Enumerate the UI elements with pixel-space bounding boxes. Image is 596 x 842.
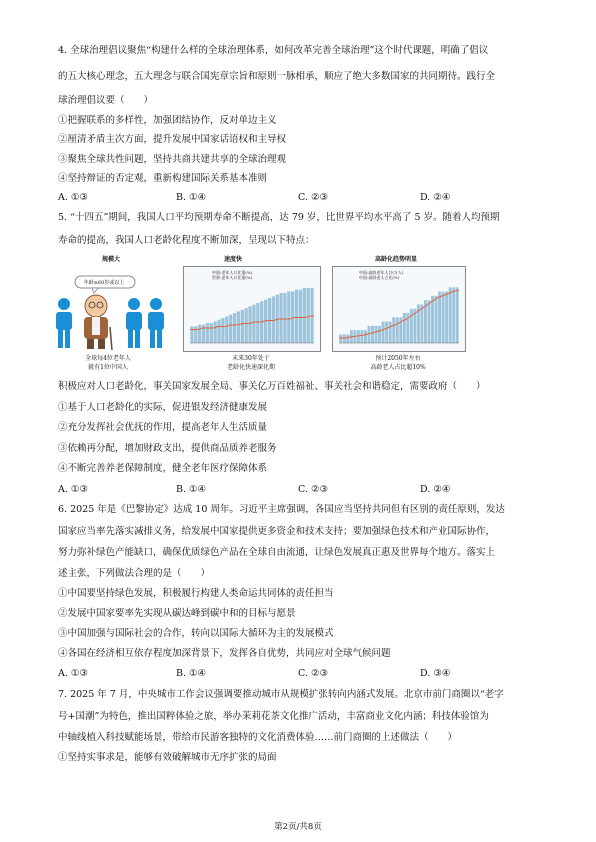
chart-speed-bar bbox=[194, 326, 197, 343]
chart-oldest-old-bar bbox=[364, 330, 367, 343]
q5-after-line: 积极应对人口老龄化，事关国家发展全局、事关亿万百姓福祉、事关社会和谐稳定，需要政府（ ） bbox=[58, 381, 486, 392]
chart-oldest-old-bar bbox=[442, 292, 445, 343]
chart-oldest-old-bar bbox=[420, 304, 423, 343]
chart-speed-bar bbox=[221, 318, 224, 343]
chart-speed-bar bbox=[210, 323, 213, 343]
panel2-title: 速度快 bbox=[223, 256, 242, 263]
chart-oldest-old-bar bbox=[410, 309, 413, 343]
q6-option-c[interactable]: C. ②③ bbox=[298, 668, 329, 679]
chart-speed-bar bbox=[198, 325, 201, 343]
chart-speed-bar bbox=[190, 326, 193, 343]
chart-speed-bar bbox=[241, 310, 244, 343]
aging-figure bbox=[48, 252, 468, 372]
q4-choice-3: ③聚焦全球共性问题，坚持共商共建共享的全球治理观 bbox=[58, 154, 287, 165]
q6-option-d[interactable]: D. ③④ bbox=[420, 668, 451, 679]
chart-oldest-old-bar bbox=[403, 313, 406, 343]
q5-choice-1: ①基于人口老龄化的实际，促进银发经济健康发展 bbox=[58, 402, 268, 413]
chart-oldest-old-bar bbox=[438, 292, 441, 343]
panel2-caption-1: 未来30年处于 bbox=[232, 355, 270, 362]
chart-oldest-old-bar bbox=[389, 322, 392, 343]
panel3-caption-1: 预计2050年左右 bbox=[375, 355, 421, 362]
q5-choice-4: ④不断完善养老保障制度，健全老年医疗保障体系 bbox=[58, 463, 268, 474]
q5-option-d[interactable]: D. ②④ bbox=[420, 484, 451, 495]
chart-oldest-old-bar bbox=[428, 300, 431, 343]
chart-speed-bar bbox=[214, 321, 217, 343]
chart-speed-bar bbox=[202, 325, 205, 343]
q4-option-b[interactable]: B. ①④ bbox=[176, 192, 207, 203]
q6-choice-4: ④各国在经济相互依存程度加深背景下，发挥各自优势，共同应对全球气候问题 bbox=[58, 648, 391, 659]
chart-oldest-old-bar bbox=[375, 326, 378, 343]
chart-oldest-old-bar bbox=[378, 326, 381, 343]
chart-speed-bar bbox=[283, 293, 286, 343]
chart-oldest-old-bar bbox=[360, 330, 363, 343]
panel1-caption-2: 就有1位中国人 bbox=[88, 364, 128, 371]
elderly-man-icon bbox=[84, 295, 112, 350]
chart-oldest-old bbox=[332, 266, 466, 352]
chart-oldest-old-bar bbox=[445, 292, 448, 343]
chart-oldest-old-legend bbox=[359, 270, 403, 280]
chart-oldest-old-bar bbox=[449, 287, 452, 343]
q4-line-3: 球治理倡议要（ ） bbox=[58, 95, 154, 106]
chart-oldest-old-bar bbox=[343, 334, 346, 343]
q5-choice-3: ③依赖再分配，增加财政支出，提供商品质养老服务 bbox=[58, 443, 277, 454]
chart-speed-legend bbox=[212, 270, 252, 280]
chart-speed-bar bbox=[248, 306, 251, 343]
q5-option-b[interactable]: B. ①④ bbox=[176, 484, 207, 495]
chart-speed-bar bbox=[233, 313, 236, 343]
chart-oldest-old-bar bbox=[435, 296, 438, 343]
q6-option-a[interactable]: A. ①③ bbox=[58, 668, 88, 679]
panel2-caption-2: 老龄化快速深化期 bbox=[226, 364, 275, 371]
q5-choice-2: ②充分发挥社会优抚的作用，提高老年人生活质量 bbox=[58, 422, 268, 433]
chart-oldest-old-bar bbox=[452, 287, 455, 343]
chart-oldest-old-bar bbox=[357, 330, 360, 343]
page-footer: 第2页/共8页 bbox=[274, 822, 322, 832]
chart-speed-legend-1: 中国:老年人口比重(%) bbox=[212, 270, 253, 275]
chart-speed-bar bbox=[206, 323, 209, 343]
panel3-caption-2: 高龄老人占比超10% bbox=[370, 364, 426, 371]
chart-oldest-old-legend-1: 中国:高龄老年人口(万人) bbox=[359, 270, 404, 275]
q6-line-1: 6. 2025 年是《巴黎协定》达成 10 周年。习近平主席强调，各国应当坚持共同但有区别的责任原则，发达 bbox=[58, 504, 505, 515]
chart-speed-bar bbox=[225, 316, 228, 343]
chart-oldest-old-bar bbox=[396, 317, 399, 343]
q5-line-2: 寿命的提高，我国人口老龄化程度不断加深，呈现以下特点： bbox=[58, 235, 315, 246]
chart-oldest-old-bar bbox=[339, 334, 342, 343]
panel1-caption-1: 全球每4位老年人 bbox=[85, 355, 131, 362]
q7-line-3: 中轴线植入科技赋能场景，带给市民游客独特的文化消费体验……前门商圈的上述做法（ ） bbox=[58, 732, 458, 743]
q4-choice-1: ①把握联系的多样性，加强团结协作，反对单边主义 bbox=[58, 115, 277, 126]
chart-speed-bar bbox=[245, 308, 248, 343]
panel1-title: 规模大 bbox=[101, 256, 120, 263]
chart-speed-bar bbox=[287, 291, 290, 343]
chart-oldest-old-bar bbox=[392, 317, 395, 343]
chart-speed-bar bbox=[217, 320, 220, 343]
q6-option-b[interactable]: B. ①④ bbox=[176, 668, 207, 679]
q4-line-1: 4. 全球治理倡议聚焦“构建什么样的全球治理体系，如何改革完善全球治理”这个时代课题，明确了倡议 bbox=[58, 45, 489, 56]
q6-line-3: 努力弥补绿色产能缺口，确保优质绿色产品在全球自由流通，让绿色发展真正惠及世界每个地方。落实上 bbox=[58, 547, 496, 558]
q4-option-a[interactable]: A. ①③ bbox=[58, 192, 88, 203]
q6-line-4: 述主张，下列做法合理的是（ ） bbox=[58, 568, 211, 579]
chart-speed-legend-2: 世界:老年人口比重(%) bbox=[212, 275, 253, 280]
q4-choice-4: ④坚持辩证的否定观，重新构建国际关系基本准则 bbox=[58, 173, 268, 184]
chart-speed-bar bbox=[303, 288, 306, 343]
chart-oldest-old-bar bbox=[456, 287, 459, 343]
q6-choice-2: ②发展中国家要率先实现从碳达峰到碳中和的目标与愿景 bbox=[58, 608, 296, 619]
chart-speed-bar bbox=[252, 305, 255, 343]
person-icon-3 bbox=[148, 298, 164, 348]
chart-speed-bar bbox=[229, 315, 232, 343]
panel3-title: 高龄化趋势明显 bbox=[374, 256, 417, 263]
chart-speed-bar bbox=[272, 296, 275, 343]
chart-oldest-old-bar bbox=[371, 326, 374, 343]
q7-line-1: 7. 2025 年 7 月，中央城市工作会议强调要推动城市从规模扩张转向内涵式发展。北京市前门商圈以“老字 bbox=[58, 689, 504, 700]
chart-speed-bar bbox=[237, 311, 240, 343]
chart-oldest-old-bar bbox=[382, 322, 385, 343]
chart-speed-bar bbox=[299, 290, 302, 343]
q7-choice-1: ①坚持实事求是，能够有效破解城市无序扩张的局面 bbox=[58, 752, 277, 763]
person-icon-1 bbox=[56, 298, 72, 348]
chart-oldest-old-bar bbox=[346, 334, 349, 343]
q7-line-2: 号+国潮”为特色，推出国粹体验之旅，举办茉莉花茶文化推广活动，丰富商业文化内涵；科技体验馆为 bbox=[58, 711, 489, 722]
chart-oldest-old-legend-2: 中国:高龄老人占比(%) bbox=[359, 275, 400, 280]
q4-choice-2: ②厘清矛盾主次方面，提升发展中国家话语权和主导权 bbox=[58, 134, 287, 145]
q5-option-a[interactable]: A. ①③ bbox=[58, 484, 88, 495]
q4-line-2: 的五大核心理念，五大理念与联合国宪章宗旨和原则一脉相承，顺应了绝大多数国家的共同期待。践行全 bbox=[58, 71, 496, 82]
chart-speed-bar bbox=[307, 288, 310, 343]
person-icon-2 bbox=[126, 298, 142, 348]
q4-option-d[interactable]: D. ②④ bbox=[420, 192, 451, 203]
chart-speed-bar bbox=[295, 290, 298, 343]
chart-oldest-old-bar bbox=[385, 322, 388, 343]
q4-option-c[interactable]: C. ②③ bbox=[298, 192, 329, 203]
chart-speed bbox=[183, 266, 321, 352]
chart-speed-bar bbox=[256, 303, 259, 343]
q5-line-1: 5. “十四五”期间，我国人口平均预期寿命不断提高，达 79 岁，比世界平均水平高了 5 岁。随着人均预期 bbox=[58, 212, 500, 223]
speech-badge-text: 年龄≥60岁或以上 bbox=[83, 280, 125, 286]
q6-choice-1: ①中国要坚持绿色发展，积极履行构建人类命运共同体的责任担当 bbox=[58, 588, 334, 599]
chart-oldest-old-bar bbox=[431, 296, 434, 343]
q6-line-2: 国家应当率先落实减排义务，给发展中国家提供更多资金和技术支持；要加强绿色技术和产业国际协作， bbox=[58, 526, 496, 537]
q5-option-c[interactable]: C. ②③ bbox=[298, 484, 329, 495]
chart-speed-bar bbox=[279, 293, 282, 343]
q6-choice-3: ③中国加强与国际社会的合作，转向以国际大循环为主的发展模式 bbox=[58, 628, 334, 639]
